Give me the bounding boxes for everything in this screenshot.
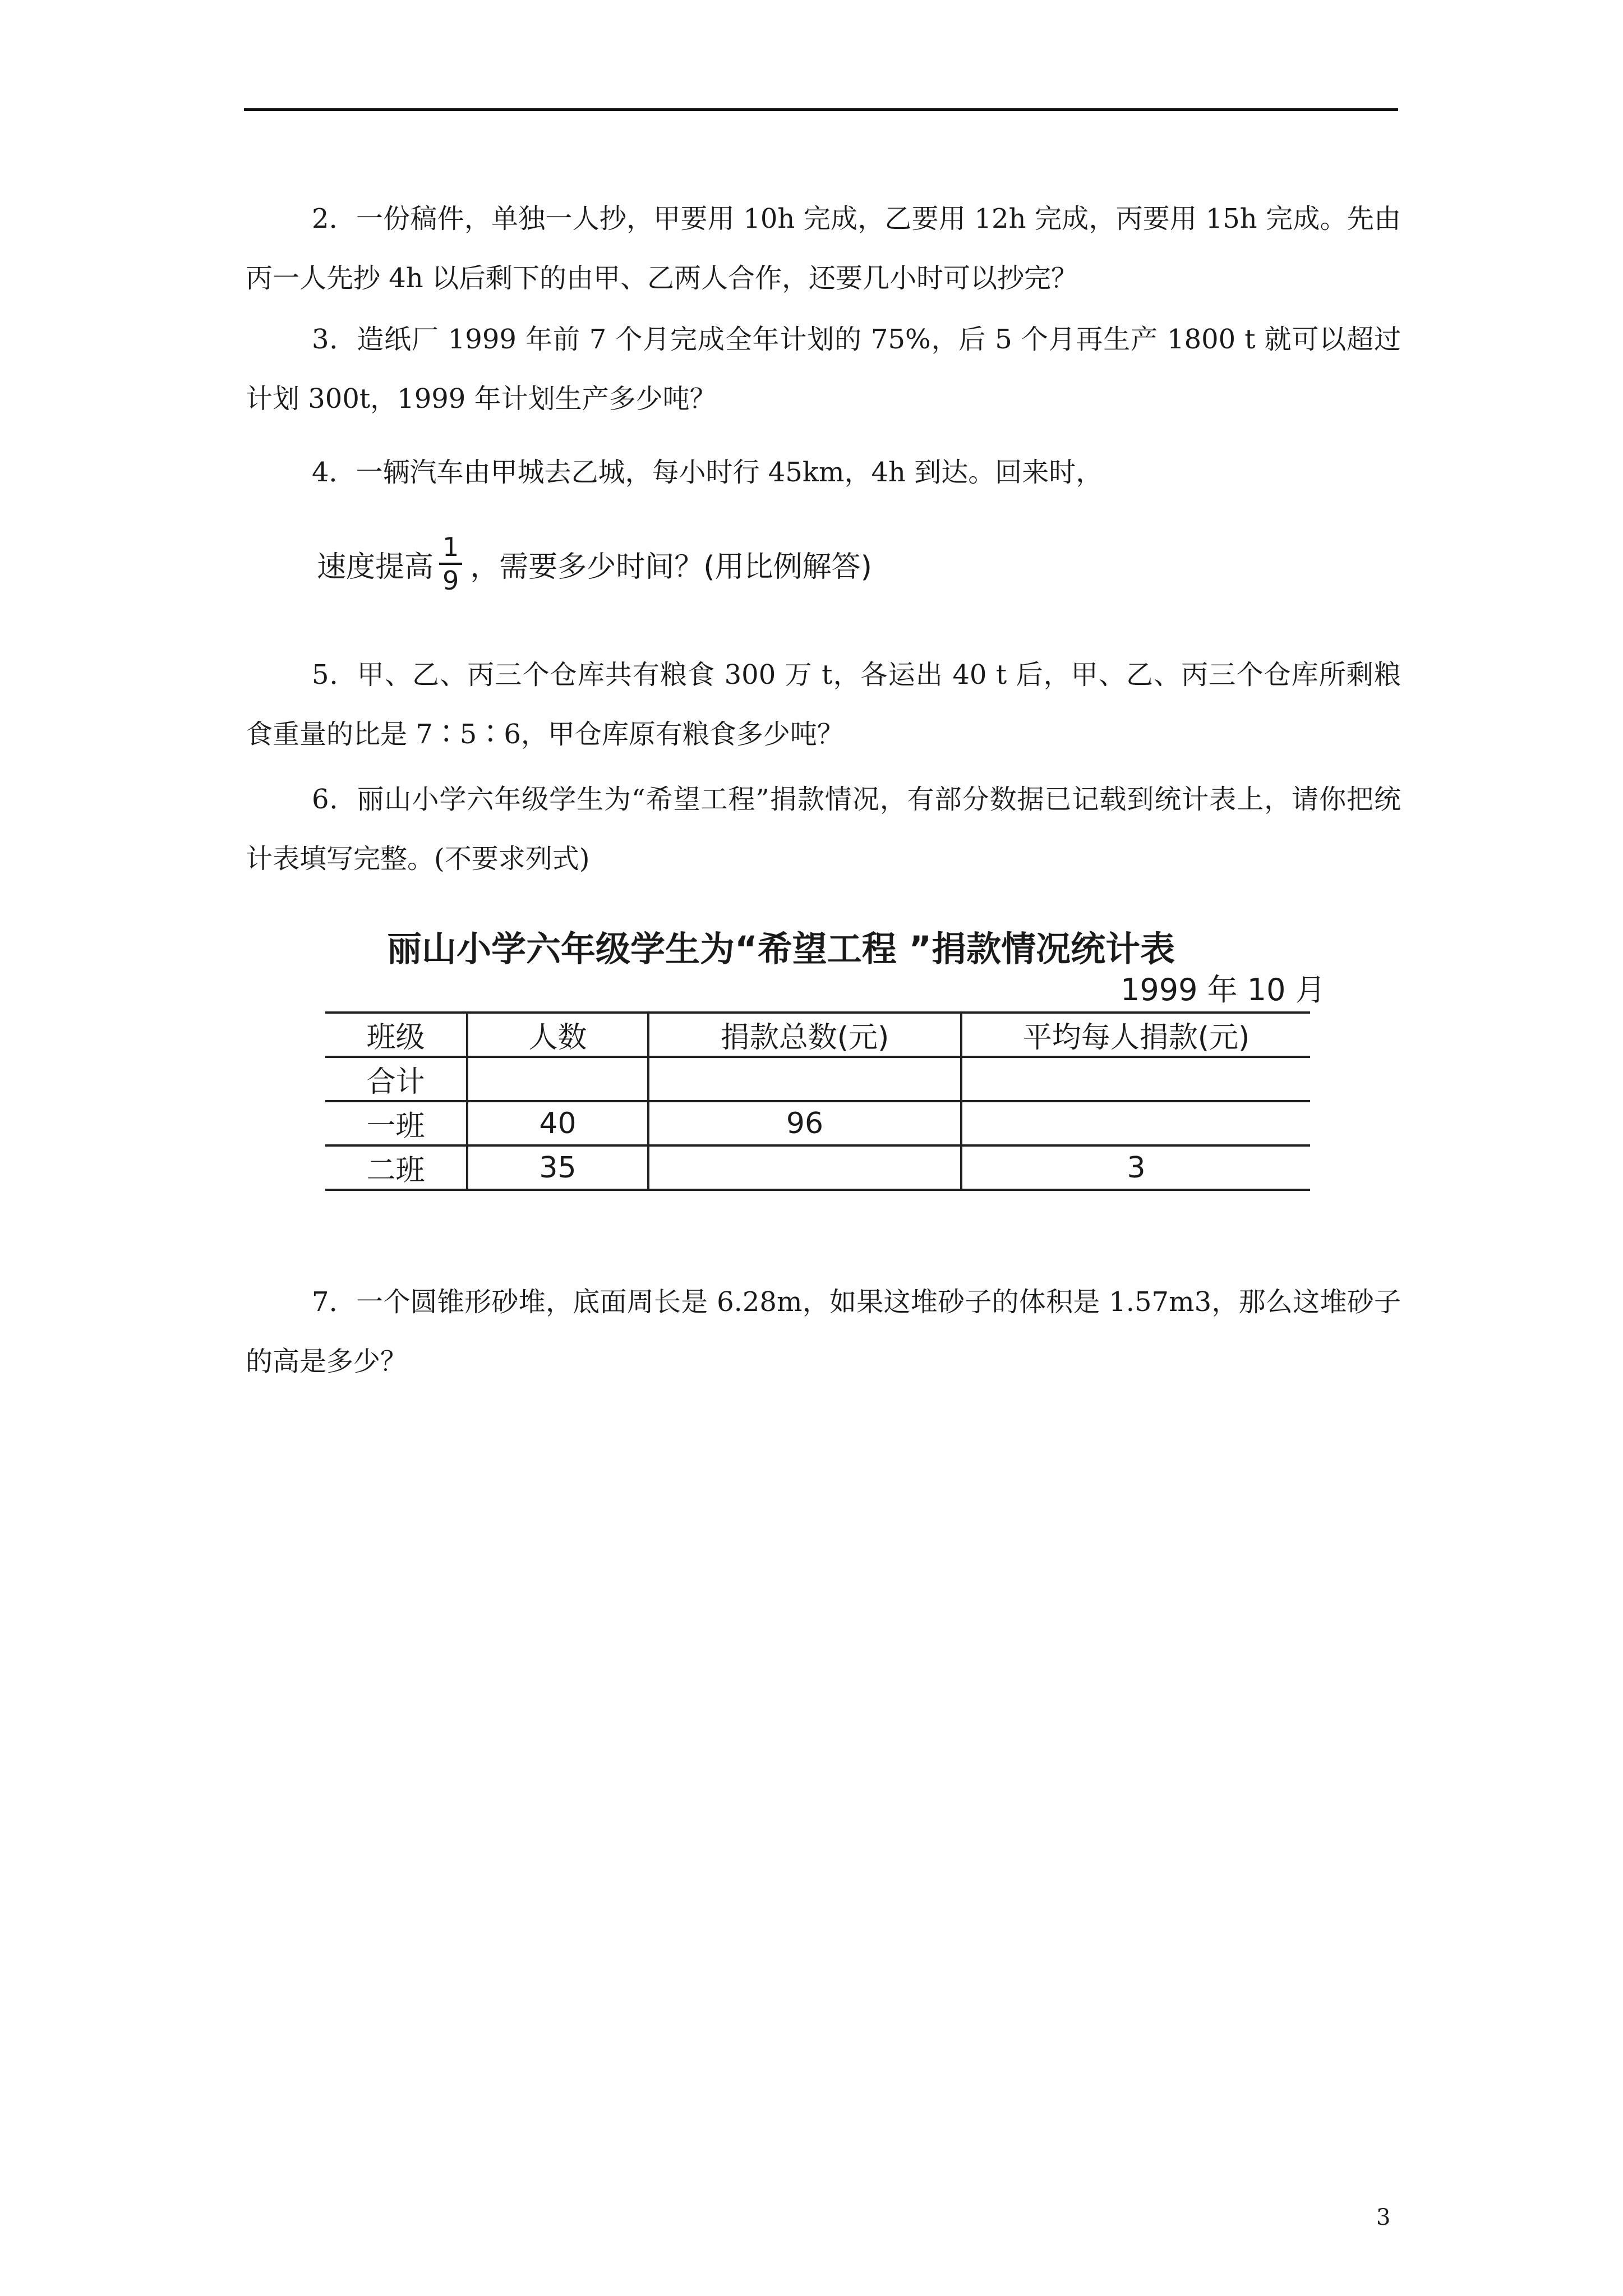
table-date: 1999 年 10 月 <box>1121 972 1326 1007</box>
table-cell: 96 <box>648 1101 961 1145</box>
table-cell <box>648 1145 961 1190</box>
table-header-row <box>325 1013 1310 1057</box>
header-class: 班级 <box>325 1013 467 1057</box>
table-cell: 合计 <box>325 1057 467 1101</box>
problem-6: 6．丽山小学六年级学生为“希望工程”捐款情况，有部分数据已记载到统计表上，请你把统计表填写完整。(不要求列式) <box>246 784 1401 875</box>
table-cell: 3 <box>961 1145 1310 1190</box>
table-cell: 40 <box>467 1101 648 1145</box>
header-students: 人数 <box>467 1013 648 1057</box>
fraction-one-ninth <box>439 531 462 596</box>
problem-2: 2．一份稿件，单独一人抄，甲要用 10h 完成，乙要用 12h 完成，丙要用 15h 完成。先由丙一人先抄 4h 以后剩下的由甲、乙两人合作，还要几小时可以抄完？ <box>246 203 1401 294</box>
header-total-donation: 捐款总数(元) <box>648 1013 961 1057</box>
problem-4-line-2 <box>317 524 872 603</box>
table-row <box>325 1101 1310 1145</box>
table-cell: 二班 <box>325 1145 467 1190</box>
table-row <box>325 1057 1310 1101</box>
problem-4-prefix: 速度提高 <box>317 550 434 584</box>
table-cell <box>467 1057 648 1101</box>
table-cell: 35 <box>467 1145 648 1190</box>
problem-3: 3．造纸厂 1999 年前 7 个月完成全年计划的 75%，后 5 个月再生产 1800 t 就可以超过计划 300t，1999 年计划生产多少吨？ <box>246 324 1401 415</box>
problem-5: 5．甲、乙、丙三个仓库共有粮食 300 万 t，各运出 40 t 后，甲、乙、丙三个仓库所剩粮食重量的比是 7∶5∶6，甲仓库原有粮食多少吨？ <box>246 659 1401 750</box>
table-cell <box>961 1057 1310 1101</box>
problem-4-suffix: ，需要多少时间？(用比例解答) <box>470 550 872 584</box>
fraction-numerator: 1 <box>439 531 462 565</box>
problem-4-line-1: 4．一辆汽车由甲城去乙城，每小时行 45km，4h 到达。回来时， <box>312 457 1103 488</box>
table-cell <box>961 1101 1310 1145</box>
table-cell <box>648 1057 961 1101</box>
page-number: 3 <box>1376 2205 1391 2230</box>
header-average-donation: 平均每人捐款(元) <box>961 1013 1310 1057</box>
table-cell: 一班 <box>325 1101 467 1145</box>
problem-7: 7．一个圆锥形砂堆，底面周长是 6.28m，如果这堆砂子的体积是 1.57m3，那么这堆砂子的高是多少？ <box>246 1286 1401 1377</box>
table-row <box>325 1145 1310 1190</box>
table-title: 丽山小学六年级学生为“希望工程 ”捐款情况统计表 <box>387 928 1175 969</box>
header-rule <box>244 108 1398 111</box>
fraction-denominator: 9 <box>442 565 459 596</box>
donation-stats-table <box>325 1011 1310 1191</box>
